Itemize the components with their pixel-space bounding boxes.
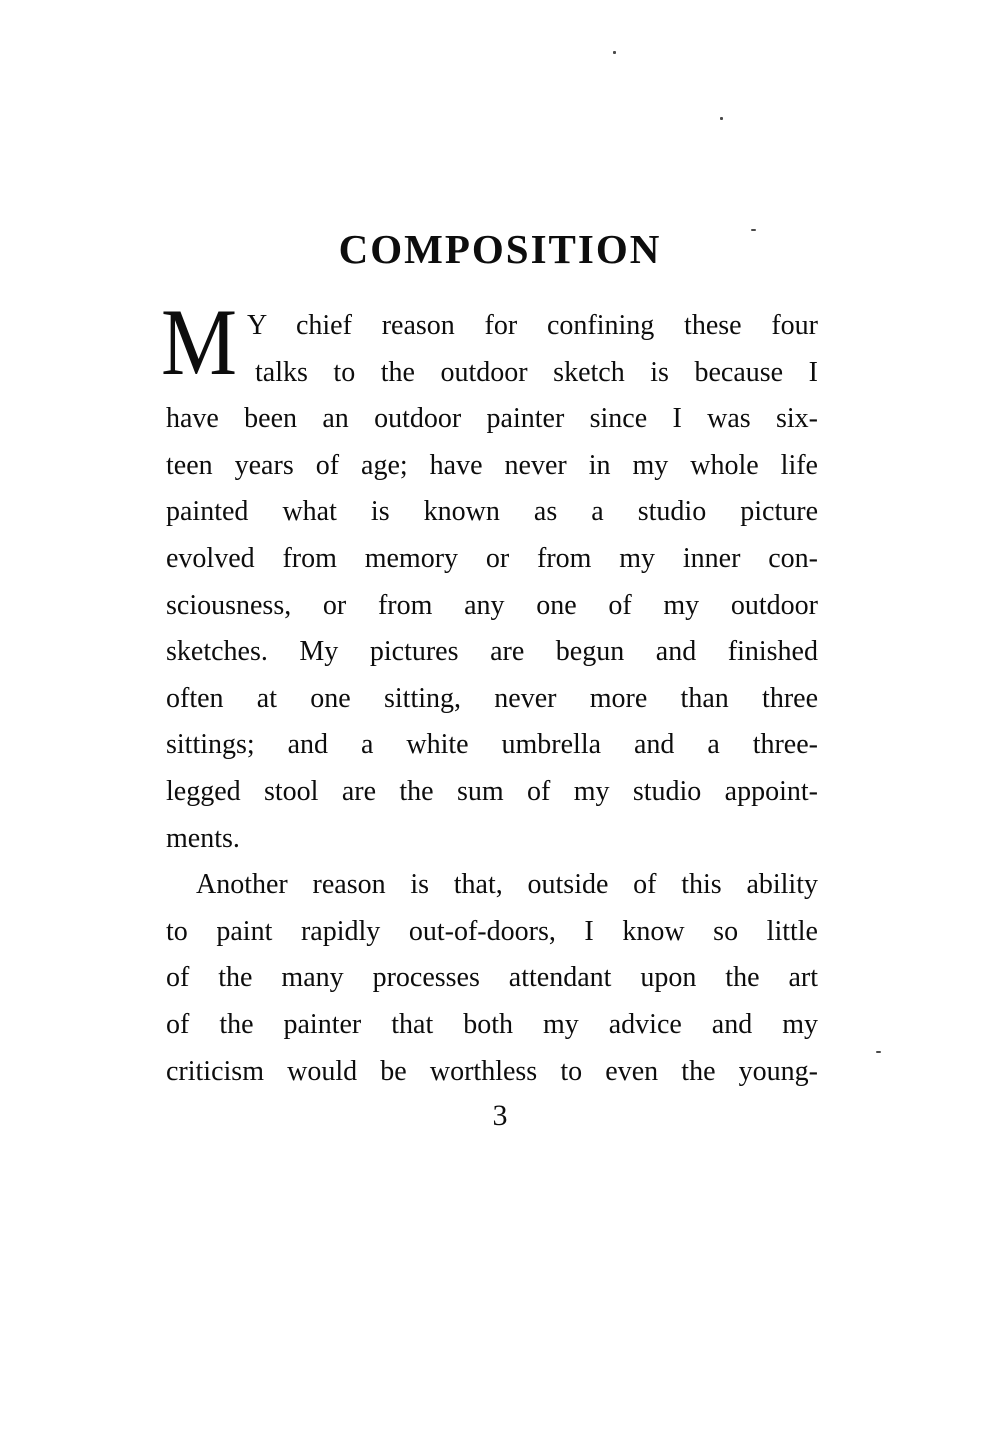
text-line: Another reason is that, outside of this ability (196, 869, 818, 901)
text-line: of the many processes attendant upon the art (166, 962, 818, 994)
text-line: Y chief reason for confining these four (247, 310, 818, 341)
text-line: have been an outdoor painter since I was six- (166, 403, 818, 435)
text-line: ments. (166, 822, 240, 854)
scan-speck-icon (876, 1051, 881, 1053)
chapter-title: COMPOSITION (338, 226, 662, 272)
text-line: criticism would be worthless to even the young- (166, 1055, 818, 1087)
text-line: legged stool are the sum of my studio appoint- (166, 775, 818, 807)
page-number: 3 (492, 1099, 508, 1132)
text-line: sittings; and a white umbrella and a three- (166, 729, 818, 761)
scan-speck-icon (720, 117, 723, 120)
text-line: evolved from memory or from my inner con- (166, 542, 818, 574)
text-line: to paint rapidly out-of-doors, I know so little (166, 915, 818, 947)
text-line: painted what is known as a studio picture (166, 496, 818, 528)
text-line: often at one sitting, never more than three (166, 682, 818, 714)
text-line: sketches. My pictures are begun and finished (166, 636, 818, 668)
drop-cap: M (161, 289, 238, 395)
text-line: sciousness, or from any one of my outdoor (166, 589, 818, 621)
text-line: teen years of age; have never in my whole life (166, 449, 818, 481)
body-text (161, 289, 818, 1095)
text-line: of the painter that both my advice and my (166, 1008, 818, 1040)
scan-speck-icon (613, 51, 616, 54)
text-line: talks to the outdoor sketch is because I (255, 356, 818, 388)
opening-paragraph-start (161, 289, 818, 396)
